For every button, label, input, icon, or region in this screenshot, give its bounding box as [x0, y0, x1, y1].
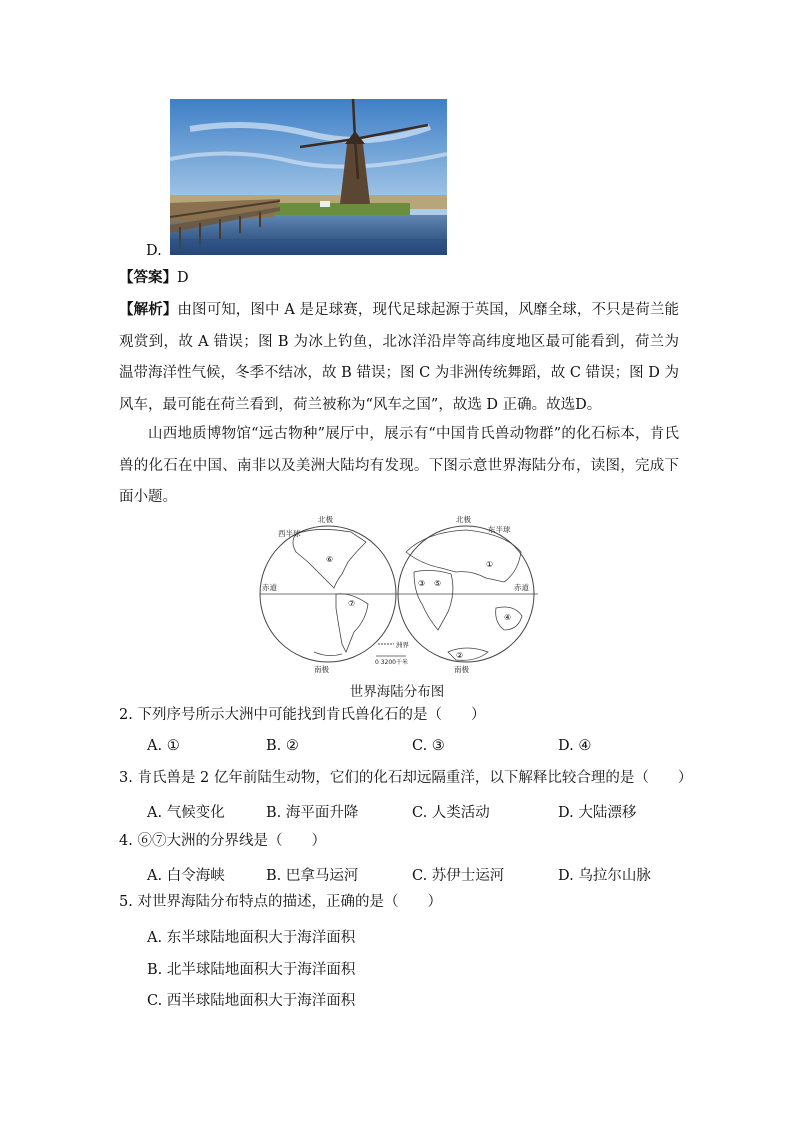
q5-option-b[interactable]: B. 北半球陆地面积大于海洋面积: [147, 962, 356, 978]
q5-option-a[interactable]: A. 东半球陆地面积大于海洋面积: [147, 930, 356, 946]
legend-boundary-label: 洲界: [396, 641, 409, 649]
map-marker-7: ⑦: [348, 599, 356, 608]
q2-option-a[interactable]: A. ①: [147, 738, 180, 754]
q2-option-b[interactable]: B. ②: [266, 738, 299, 754]
map-marker-2: ②: [456, 651, 464, 660]
map-marker-3: ③: [418, 579, 426, 588]
q3-option-c[interactable]: C. 人类活动: [412, 805, 490, 821]
q4-option-d[interactable]: D. 乌拉尔山脉: [558, 868, 651, 884]
intro-paragraph: 山西地质博物馆“远古物种”展厅中，展示有“中国肯氏兽动物群”的化石标本，肯氏兽的化石在中国、南非以及美洲大陆均有发现。下图示意世界海陆分布，读图，完成下面小题。: [119, 426, 679, 505]
map-marker-1: ①: [486, 560, 494, 569]
q2-option-d[interactable]: D. ④: [558, 738, 592, 754]
q3-option-a[interactable]: A. 气候变化: [147, 805, 225, 821]
q2-option-c[interactable]: C. ③: [412, 738, 445, 754]
question-2-stem: 2. 下列序号所示大洲中可能找到肯氏兽化石的是（ ）: [119, 707, 486, 723]
map-south-pole-east: 南极: [454, 665, 469, 674]
world-sea-land-map: [256, 512, 542, 678]
analysis-text: 由图可知，图中 A 是足球赛，现代足球起源于英国，风靡全球，不只是荷兰能观赏到，故 A 错误；图 B 为冰上钓鱼，北冰洋沿岸等高纬度地区最可能看到，荷兰为温带海洋性气候，冬季不结冰，故 B 错误；图 C 为非洲传统舞蹈，故 C 错误；图 D 为风车，最可能在荷兰看到，荷兰被称为“风车之国”，故选 D 正确。故选D。: [119, 302, 680, 413]
map-north-pole-east: 北极: [456, 515, 471, 524]
prev-option-d-label: D.: [146, 243, 162, 259]
analysis-paragraph: [119, 294, 679, 421]
windmill-photo: [170, 99, 447, 255]
map-marker-4: ④: [504, 613, 512, 622]
map-south-pole-west: 南极: [314, 665, 329, 674]
answer-line: [119, 262, 189, 294]
q5-option-c[interactable]: C. 西半球陆地面积大于海洋面积: [147, 993, 356, 1009]
q3-option-d[interactable]: D. 大陆漂移: [558, 805, 637, 821]
q4-option-a[interactable]: A. 白令海峡: [147, 868, 225, 884]
map-west-hemisphere-label: 西半球: [278, 529, 301, 538]
answer-bracket: 【答案】: [119, 269, 177, 286]
question-4-stem: 4. ⑥⑦大洲的分界线是（ ）: [119, 833, 326, 849]
scale-label: 0 3200千米: [375, 659, 408, 666]
map-marker-5: ⑤: [434, 579, 442, 588]
q4-option-b[interactable]: B. 巴拿马运河: [266, 868, 359, 884]
analysis-bracket: 【解析】: [119, 301, 178, 318]
answer-value: D: [177, 270, 189, 286]
map-north-pole-west: 北极: [318, 515, 333, 524]
q3-option-b[interactable]: B. 海平面升降: [266, 805, 359, 821]
map-marker-6: ⑥: [326, 555, 334, 564]
map-equator-east: 赤道: [514, 583, 529, 592]
map-east-hemisphere-label: 东半球: [488, 525, 511, 534]
question-3-stem: 3. 肯氏兽是 2 亿年前陆生动物，它们的化石却远隔重洋，以下解释比较合理的是（ ）: [119, 770, 693, 786]
question-5-stem: 5. 对世界海陆分布特点的描述，正确的是（ ）: [119, 894, 442, 910]
q4-option-c[interactable]: C. 苏伊士运河: [412, 868, 505, 884]
map-equator-west: 赤道: [262, 583, 277, 592]
map-caption: 世界海陆分布图: [349, 684, 445, 700]
